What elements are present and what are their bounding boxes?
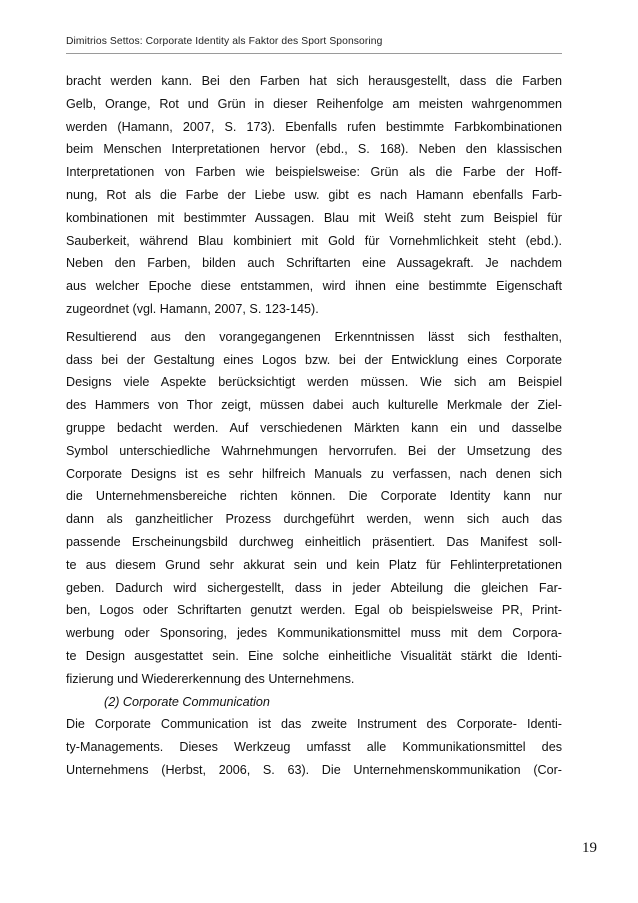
text-line: kombinationen mit bestimmter Aussagen. Blau mit Weiß steht zum Beispiel für (66, 210, 562, 225)
section-subheading: (2) Corporate Communication (104, 694, 270, 709)
text-line: Symbol unterschiedliche Wahrnehmungen hervorrufen. Bei der Umsetzung des (66, 443, 562, 458)
body-text (66, 70, 562, 782)
text-line: ben, Logos oder Schriftarten genutzt werden. Egal ob beispielsweise PR, Print- (66, 603, 562, 618)
paragraph-corporate-design (66, 326, 562, 691)
text-line: te Design ausgestattet sein. Eine solche einheitliche Visualität stärkt die Identi- (66, 648, 562, 663)
text-line: Gelb, Orange, Rot und Grün in dieser Reihenfolge am meisten wahrgenommen (66, 96, 562, 111)
text-line: Designs viele Aspekte berücksichtigt werden müssen. Wie sich am Beispiel (66, 375, 562, 390)
text-line: dass bei der Gestaltung eines Logos bzw. bei der Entwicklung eines Corporate (66, 352, 562, 367)
text-line: nung, Rot als die Farbe der Liebe usw. gibt es nach Hamann ebenfalls Farb- (66, 187, 562, 202)
text-line: Unternehmens (Herbst, 2006, S. 63). Die Unternehmenskommunikation (Cor- (66, 762, 562, 777)
text-line: werden (Hamann, 2007, S. 173). Ebenfalls rufen bestimmte Farbkombinationen (66, 119, 562, 134)
text-line: werbung oder Sponsoring, jedes Kommunikationsmittel muss mit dem Corpora- (66, 626, 562, 641)
text-line: beim Menschen Interpretationen hervor (ebd., S. 168). Neben den klassischen (66, 142, 562, 157)
text-line: Interpretationen von Farben wie beispielsweise: Grün als die Farbe der Hoff- (66, 165, 562, 180)
text-line: fizierung und Wiedererkennung des Unternehmens. (66, 671, 355, 686)
text-line: passende Erscheinungsbild durchweg einheitlich präsentiert. Das Manifest soll- (66, 534, 562, 549)
text-line: die Unternehmensbereiche richten können. Die Corporate Identity kann nur (66, 489, 562, 504)
paragraph-colors-fonts (66, 70, 562, 321)
text-line: Die Corporate Communication ist das zweite Instrument des Corporate- Identi- (66, 717, 562, 732)
text-line: aus welcher Epoche diese entstammen, wird ihnen eine bestimmte Eigenschaft (66, 279, 562, 294)
text-line: des Hammers von Thor zeigt, müssen dabei auch kulturelle Merkmale der Ziel- (66, 398, 562, 413)
text-line: Corporate Designs ist es sehr hilfreich Manuals zu verfassen, nach denen sich (66, 466, 562, 481)
text-line: Neben den Farben, bilden auch Schriftarten eine Aussagekraft. Je nachdem (66, 256, 562, 271)
text-line: gruppe bedacht werden. Auf verschiedenen Märkten kann ein und dasselbe (66, 420, 562, 435)
text-line: geben. Dadurch wird sichergestellt, dass in jeder Abteilung die gleichen Far- (66, 580, 562, 595)
text-line: Resultierend aus den vorangegangenen Erkenntnissen lässt sich festhalten, (66, 329, 562, 344)
page-number: 19 (582, 840, 597, 856)
text-line: te aus diesem Grund sehr akkurat sein und kein Platz für Fehlinterpretationen (66, 557, 562, 572)
text-line: bracht werden kann. Bei den Farben hat sich herausgestellt, dass die Farben (66, 74, 562, 88)
paragraph-corporate-communication (66, 713, 562, 781)
text-line: dann als ganzheitlicher Prozess durchgeführt werden, wenn sich auch das (66, 512, 562, 527)
text-line: zugeordnet (vgl. Hamann, 2007, S. 123-145). (66, 301, 319, 316)
text-line: Sauberkeit, während Blau kombiniert mit Gold für Vornehmlichkeit steht (ebd.). (66, 233, 562, 248)
text-line: ty-Managements. Dieses Werkzeug umfasst alle Kommunikationsmittel des (66, 740, 562, 755)
running-header: Dimitrios Settos: Corporate Identity als Faktor des Sport Sponsoring (66, 36, 383, 47)
header-divider (66, 53, 562, 54)
